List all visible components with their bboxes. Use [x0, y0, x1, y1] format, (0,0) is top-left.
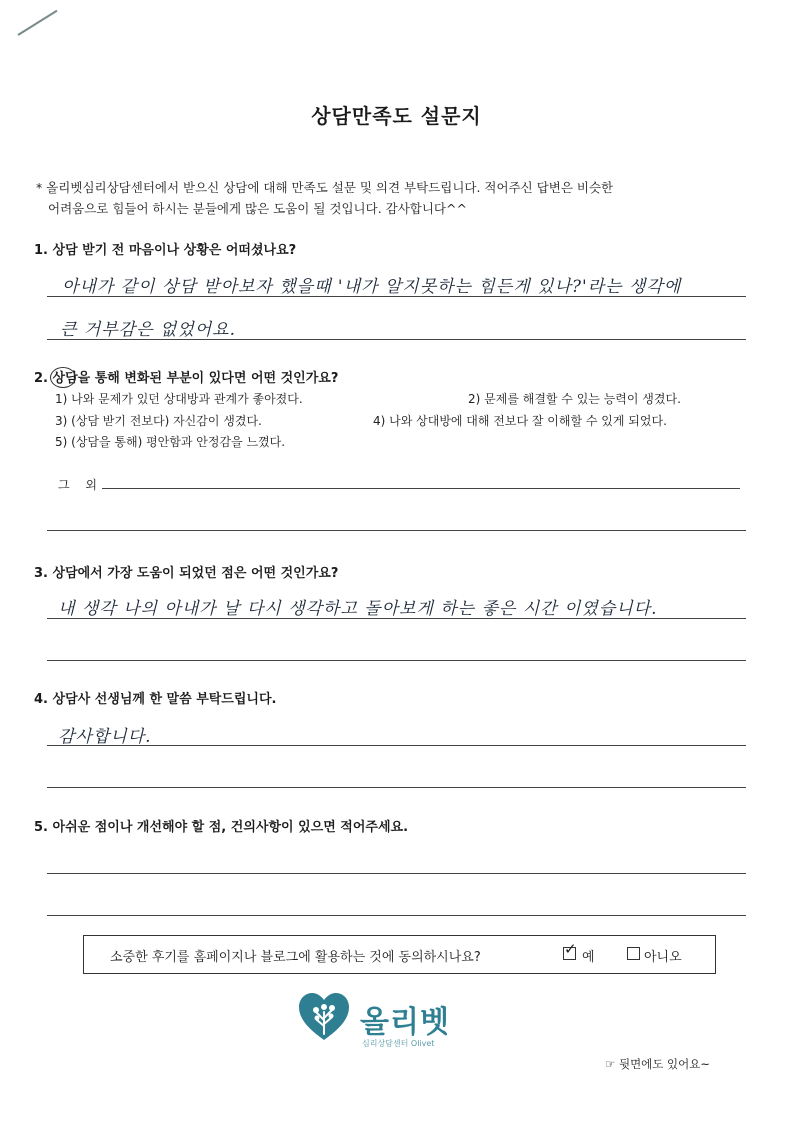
- consent-yes-label[interactable]: 예: [582, 950, 595, 965]
- selected-option-circle: [50, 367, 76, 388]
- question-1-label: 1. 상담 받기 전 마음이나 상황은 어떠셨나요?: [34, 243, 297, 258]
- logo-name: 올리벳: [360, 1005, 450, 1040]
- question-2-label: 2. 상담을 통해 변화된 부분이 있다면 어떤 것인가요?: [34, 371, 339, 386]
- option-1[interactable]: 1) 나와 문제가 있던 상대방과 관계가 좋아졌다.: [55, 392, 303, 406]
- question-4-answer-rule-1: [47, 745, 746, 746]
- other-answer-rule-2[interactable]: [47, 530, 746, 531]
- question-1-answer-line-1[interactable]: 아내가 같이 상담 받아보자 했을때 '내가 알지못하는 힘든게 있나?'라는 생각에: [62, 277, 682, 297]
- question-3-answer-rule-2: [47, 660, 746, 661]
- option-3[interactable]: 3) (상담 받기 전보다) 자신감이 생겼다.: [55, 414, 262, 428]
- intro-line-2: 어려움으로 힘들어 하시는 분들에게 많은 도움이 될 것입니다. 감사합니다^^: [48, 201, 467, 216]
- question-1-answer-rule-2: [47, 339, 746, 340]
- question-3-label: 3. 상담에서 가장 도움이 되었던 점은 어떤 것인가요?: [34, 566, 339, 581]
- footer-note: ☞ 뒷면에도 있어요~: [605, 1057, 711, 1071]
- question-5-answer-rule-1[interactable]: [47, 873, 746, 874]
- question-1-answer-line-2[interactable]: 큰 거부감은 없었어요.: [60, 320, 237, 340]
- question-3-answer[interactable]: 내 생각 나의 아내가 날 다시 생각하고 돌아보게 하는 좋은 시간 이였습니다.: [58, 599, 658, 619]
- other-answer-rule-1[interactable]: [102, 488, 740, 489]
- option-5[interactable]: 5) (상담을 통해) 평안함과 안정감을 느꼈다.: [55, 435, 286, 449]
- question-5-label: 5. 아쉬운 점이나 개선해야 할 점, 건의사항이 있으면 적어주세요.: [34, 820, 409, 835]
- question-3-answer-rule-1: [47, 618, 746, 619]
- question-5-answer-rule-2[interactable]: [47, 915, 746, 916]
- question-4-answer-rule-2: [47, 787, 746, 788]
- other-label: 그 외: [58, 478, 103, 492]
- logo-subtitle: 심리상담센터 Olivet: [362, 1039, 435, 1048]
- option-2[interactable]: 2) 문제를 해결할 수 있는 능력이 생겼다.: [468, 392, 681, 406]
- question-1-answer-rule-1: [47, 296, 746, 297]
- consent-question: 소중한 후기를 홈페이지나 블로그에 활용하는 것에 동의하시나요?: [110, 950, 481, 965]
- consent-no-checkbox[interactable]: [627, 947, 640, 960]
- intro-text: [36, 177, 736, 219]
- question-4-label: 4. 상담사 선생님께 한 말씀 부탁드립니다.: [34, 692, 277, 707]
- question-4-answer[interactable]: 감사합니다.: [58, 727, 152, 747]
- page-title: 상담만족도 설문지: [311, 104, 482, 128]
- heart-tree-logo-icon: [297, 990, 351, 1044]
- consent-no-label[interactable]: 아니오: [644, 950, 682, 965]
- checkmark-icon: ✓: [564, 940, 577, 958]
- option-4[interactable]: 4) 나와 상대방에 대해 전보다 잘 이해할 수 있게 되었다.: [373, 414, 667, 428]
- intro-line-1: * 올리벳심리상담센터에서 받으신 상담에 대해 만족도 설문 및 의견 부탁드립니다. 적어주신 답변은 비슷한: [36, 180, 614, 195]
- scan-pen-mark: [17, 10, 57, 36]
